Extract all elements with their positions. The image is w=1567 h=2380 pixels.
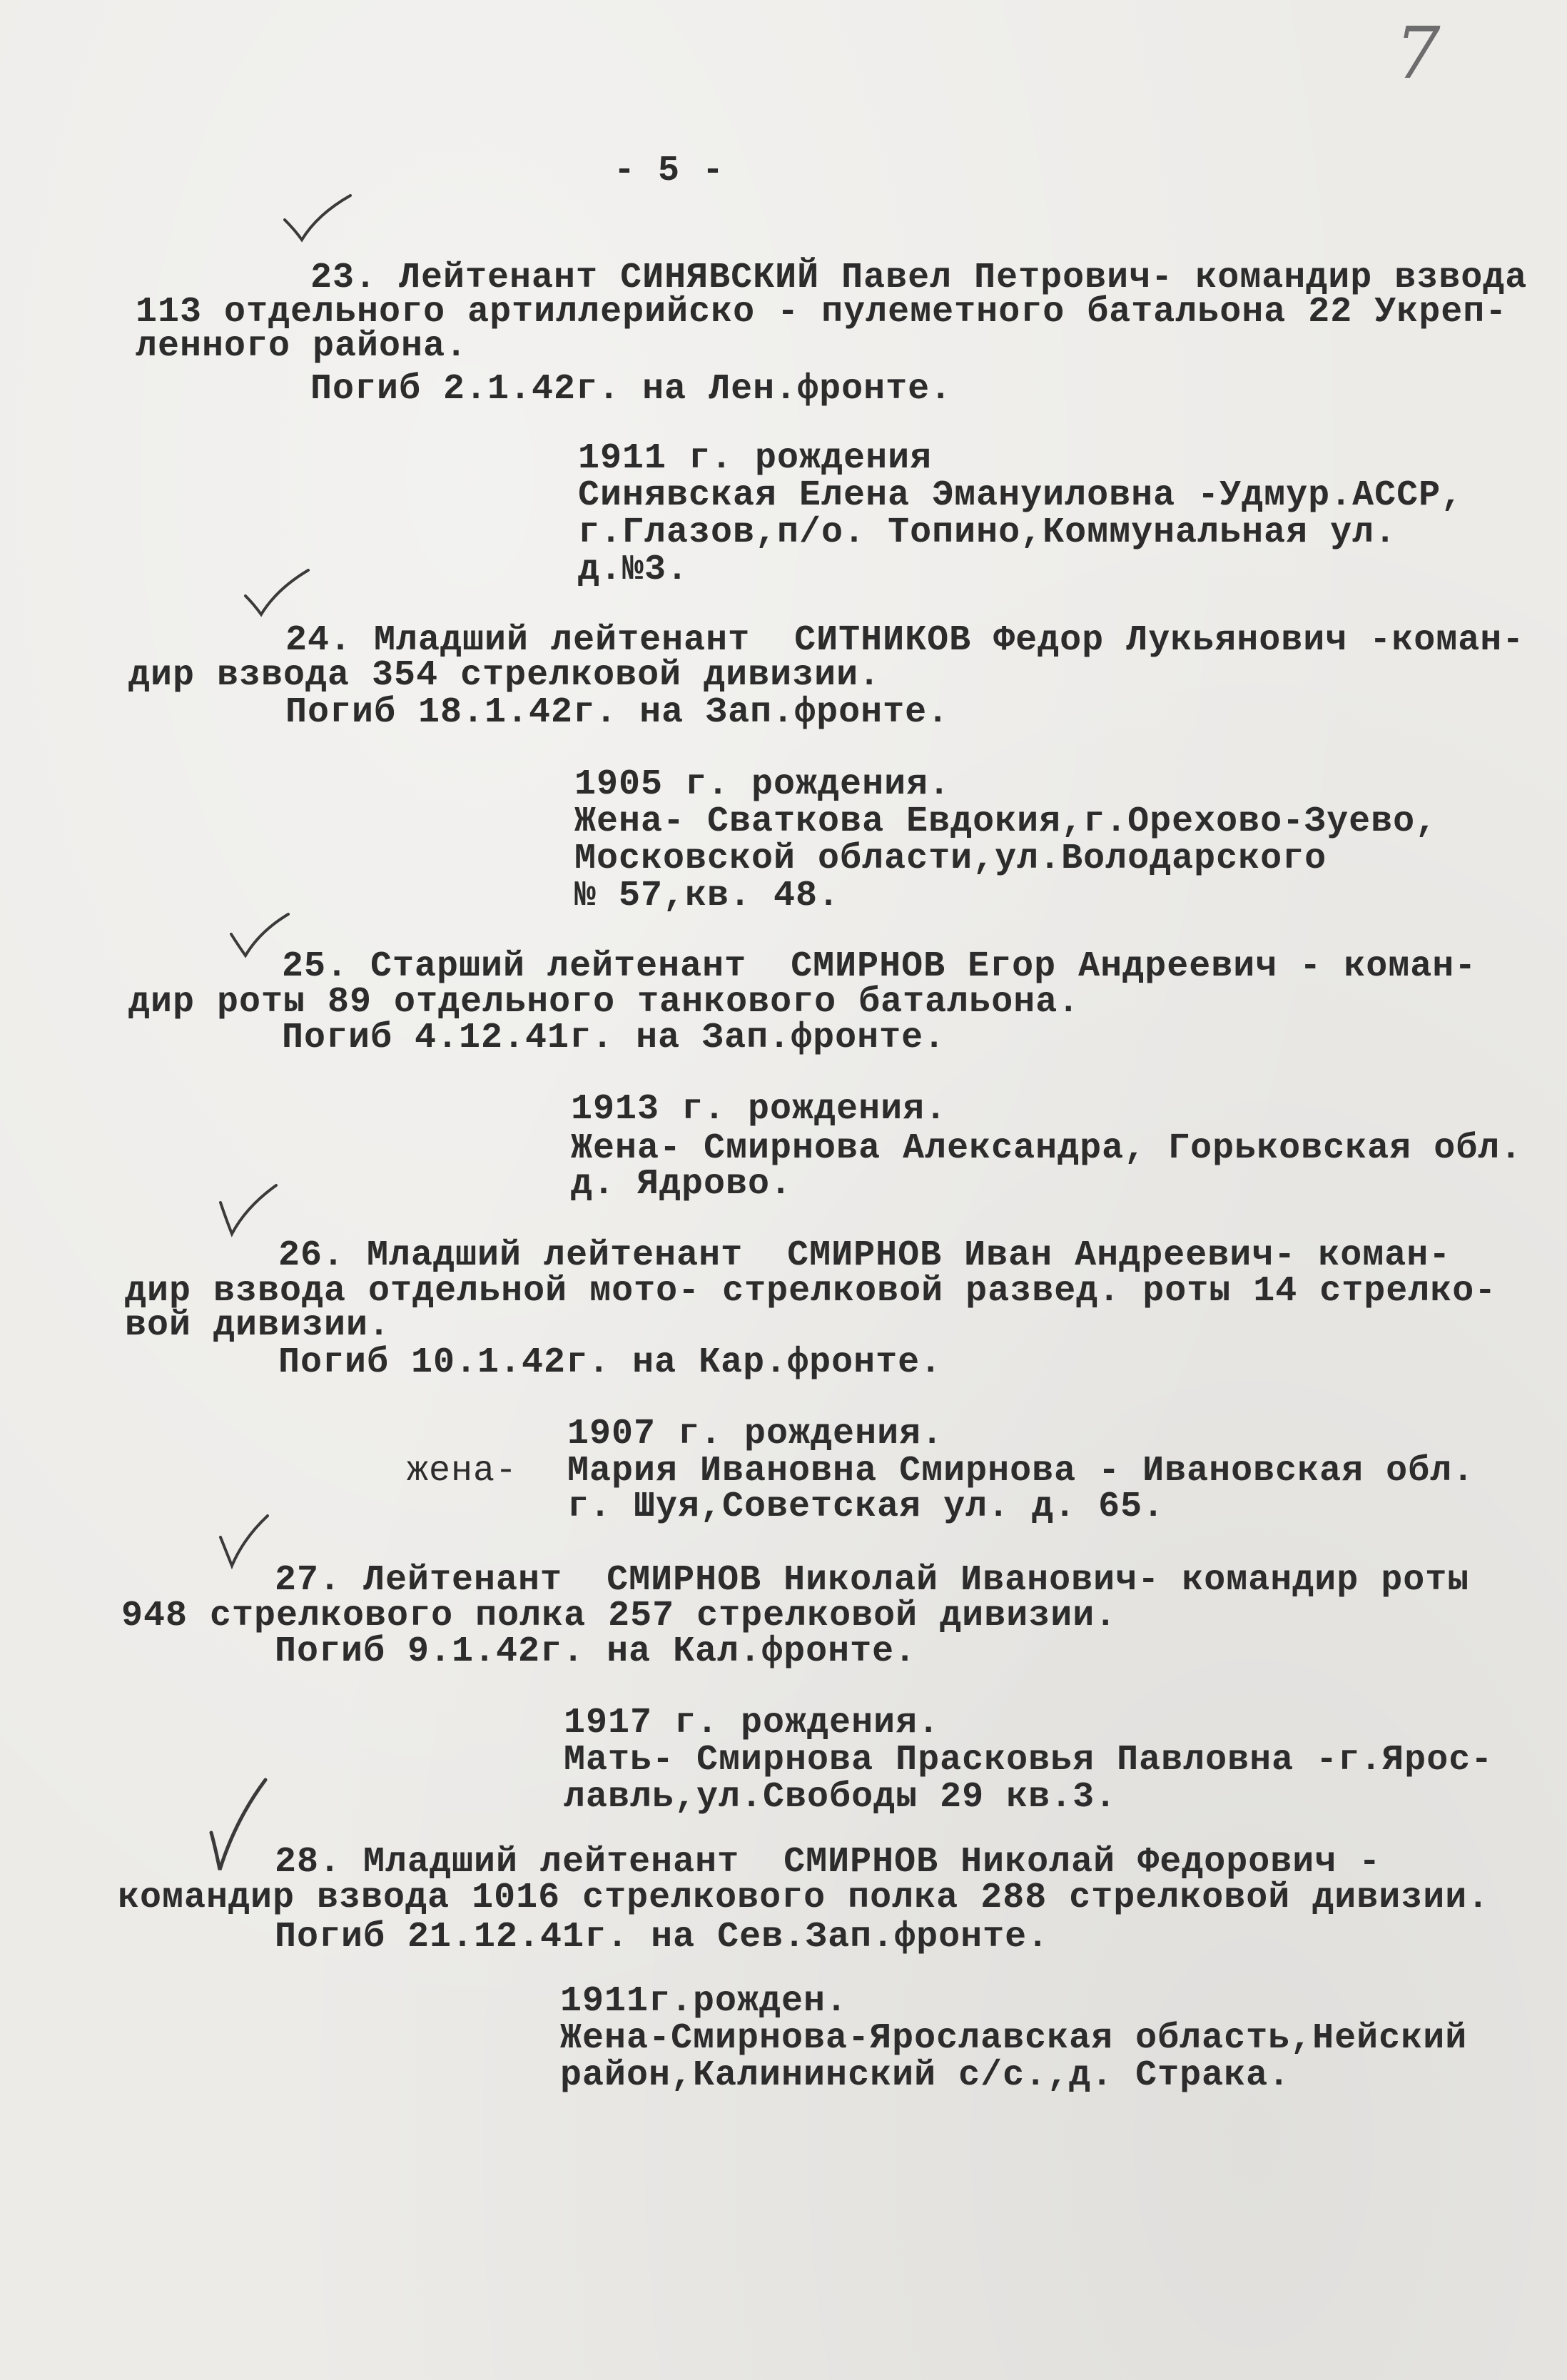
checkmark-icon [218,1181,282,1238]
entry-line: 113 отдельного артиллерийско - пулеметного батальона 22 Укреп- [136,292,1508,333]
birth-line: 1911 г. рождения [578,438,933,479]
birth-line: 1907 г. рождения. [567,1414,944,1454]
death-line: Погиб 18.1.42г. на Зап.фронте. [285,692,950,733]
archive-number: 7 [1395,11,1441,95]
relative-line: Синявская Елена Эмануиловна -Удмур.АССР, [578,475,1464,516]
entry-line: 26. Младший лейтенант СМИРНОВ Иван Андреевич- коман- [278,1235,1451,1276]
entry-line: вой дивизии. [125,1305,391,1346]
address-line: г.Глазов,п/о. Топино,Коммунальная ул. [578,512,1397,553]
relative-line: Мария Ивановна Смирнова - Ивановская обл. [567,1451,1475,1492]
address-line: лавль,ул.Свободы 29 кв.3. [564,1777,1117,1818]
death-line: Погиб 21.12.41г. на Сев.Зап.фронте. [275,1917,1050,1958]
birth-line: 1913 г. рождения. [571,1089,948,1130]
death-line: Погиб 10.1.42г. на Кар.фронте. [278,1342,943,1383]
address-line: № 57,кв. 48. [574,876,841,916]
relative-prefix: жена- [407,1451,518,1492]
death-line: Погиб 9.1.42г. на Кал.фронте. [275,1631,917,1672]
entry-line: дир взвода отдельной мото- стрелковой развед. роты 14 стрелко- [125,1271,1497,1312]
birth-line: 1917 г. рождения. [564,1703,940,1743]
entry-line: 948 стрелкового полка 257 стрелковой дивизии. [121,1596,1117,1636]
entry-line: 28. Младший лейтенант СМИРНОВ Николай Федорович - [275,1842,1381,1883]
checkmark-icon [243,567,314,617]
address-line: д. Ядрово. [571,1164,793,1205]
page-number: - 5 - [614,151,725,191]
birth-line: 1911г.рожден. [560,1981,848,2022]
relative-line: Жена-Смирнова-Ярославская область,Нейский [560,2018,1468,2059]
address-line: Московской области,ул.Володарского [574,839,1327,879]
entry-line: командир взвода 1016 стрелкового полка 288 стрелковой дивизии. [118,1878,1490,1918]
address-line: район,Калининский с/с.,д. Страка. [560,2055,1291,2096]
death-line: Погиб 2.1.42г. на Лен.фронте. [310,369,953,410]
checkmark-icon [282,193,353,243]
relative-line: Жена- Смирнова Александра, Горьковская обл. [571,1128,1523,1169]
relative-line: Жена- Сваткова Евдокия,г.Орехово-Зуево, [574,801,1438,842]
address-line: д.№3. [578,550,689,590]
checkmark-icon [218,1513,275,1570]
entry-line: 24. Младший лейтенант СИТНИКОВ Федор Лукьянович -коман- [285,620,1525,661]
entry-line: дир роты 89 отдельного танкового батальона. [128,982,1080,1023]
death-line: Погиб 4.12.41г. на Зап.фронте. [282,1018,946,1058]
entry-line: 25. Старший лейтенант СМИРНОВ Егор Андреевич - коман- [282,946,1477,987]
entry-line: дир взвода 354 стрелковой дивизии. [128,655,881,696]
entry-line: 23. Лейтенант СИНЯВСКИЙ Павел Петрович- командир взвода [310,258,1528,298]
relative-line: Мать- Смирнова Прасковья Павловна -г.Ярос- [564,1740,1494,1781]
birth-line: 1905 г. рождения. [574,764,951,805]
entry-line: 27. Лейтенант СМИРНОВ Николай Иванович- командир роты [275,1560,1470,1601]
checkmark-icon [207,1777,271,1877]
address-line: г. Шуя,Советская ул. д. 65. [567,1487,1165,1527]
entry-line: ленного района. [136,326,468,367]
